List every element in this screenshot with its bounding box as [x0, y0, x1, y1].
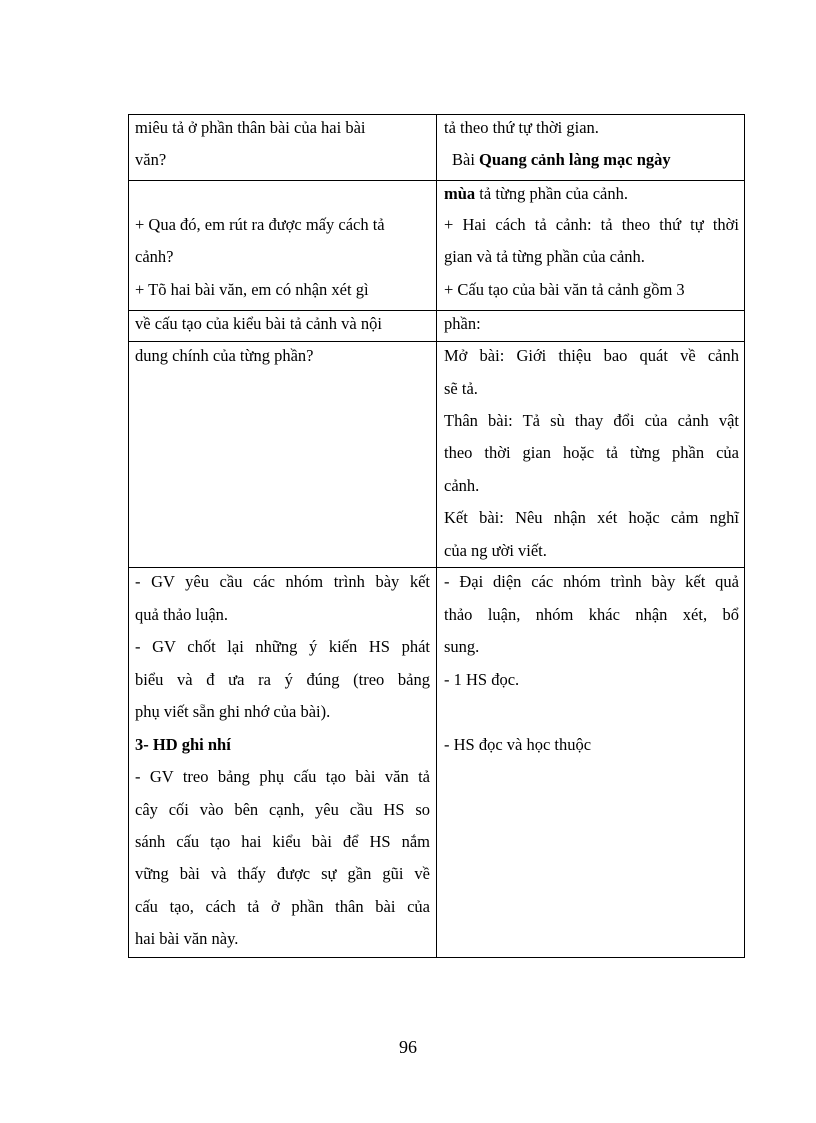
right-text-line: thảo luận, nhóm khác nhận xét, bổ — [444, 605, 739, 624]
left-text-line: + Qua đó, em rút ra được mấy cách tả — [135, 215, 385, 234]
right-text-line: tả theo thứ tự thời gian. — [444, 118, 599, 137]
right-text-line: - 1 HS đọc. — [444, 670, 520, 689]
left-text-line: - GV treo bảng phụ cấu tạo bài văn tả — [135, 767, 430, 786]
left-text-line: về cấu tạo của kiểu bài tả cảnh và nội — [135, 314, 382, 333]
right-text-line: Mở bài: Giới thiệu bao quát về cảnh — [444, 346, 739, 365]
right-text-line: Bài Quang cảnh làng mạc ngày — [452, 150, 671, 169]
right-text-line: + Cấu tạo của bài văn tả cảnh gồm 3 — [444, 280, 685, 299]
left-text-line: - GV chốt lại những ý kiến HS phát — [135, 637, 430, 656]
right-text-line: Thân bài: Tả sù thay đổi của cảnh vật — [444, 411, 739, 430]
right-text-line: sẽ tả. — [444, 379, 478, 398]
left-text-line: cây cối vào bên cạnh, yêu cầu HS so — [135, 800, 430, 819]
story-title-end: mùa — [444, 184, 476, 203]
left-text-line: biểu và đ ưa ra ý đúng (treo bảng — [135, 670, 430, 689]
left-text-line: + Tõ hai bài văn, em có nhận xét gì — [135, 280, 369, 299]
left-text-line: miêu tả ở phần thân bài của hai bài — [135, 118, 366, 137]
row-divider — [128, 180, 745, 181]
left-text-line: dung chính của từng phần? — [135, 346, 314, 365]
row-divider — [128, 567, 745, 568]
left-text-line: cảnh? — [135, 247, 174, 266]
column-divider — [436, 114, 437, 958]
left-text-line: hai bài văn này. — [135, 929, 239, 948]
page-number: 96 — [399, 1037, 417, 1057]
left-text-line: quả thảo luận. — [135, 605, 229, 624]
right-text-line: + Hai cách tả cảnh: tả theo thứ tự thời — [444, 215, 739, 234]
story-title: Quang cảnh làng mạc ngày — [479, 150, 671, 169]
right-text-line: theo thời gian hoặc tả từng phần của — [444, 443, 739, 462]
row-divider — [128, 341, 745, 342]
left-text-line: sánh cấu tạo hai kiểu bài để HS nắm — [135, 832, 430, 851]
left-text-line: phụ viết sẵn ghi nhớ của bài). — [135, 702, 331, 721]
left-text-line: - GV yêu cầu các nhóm trình bày kết — [135, 572, 430, 591]
right-text-line: gian và tả từng phần của cảnh. — [444, 247, 645, 266]
section-heading: 3- HD ghi nhí — [135, 735, 231, 754]
left-text-line: vững bài và thấy được sự gần gũi về — [135, 864, 430, 883]
right-text-line: cảnh. — [444, 476, 480, 495]
right-text-line: mùa tả từng phần của cảnh. — [444, 184, 628, 203]
right-text-line: sung. — [444, 637, 480, 656]
right-text-line: phần: — [444, 314, 481, 333]
right-text-line: - HS đọc và học thuộc — [444, 735, 592, 754]
left-text-line: cấu tạo, cách tả ở phần thân bài của — [135, 897, 430, 916]
left-text-line: văn? — [135, 150, 167, 169]
right-text-line: Kết bài: Nêu nhận xét hoặc cảm nghĩ — [444, 508, 739, 527]
right-text-line: của ng ười viết. — [444, 541, 547, 560]
right-text-line: - Đại diện các nhóm trình bày kết quả — [444, 572, 739, 591]
row-divider — [128, 310, 745, 311]
